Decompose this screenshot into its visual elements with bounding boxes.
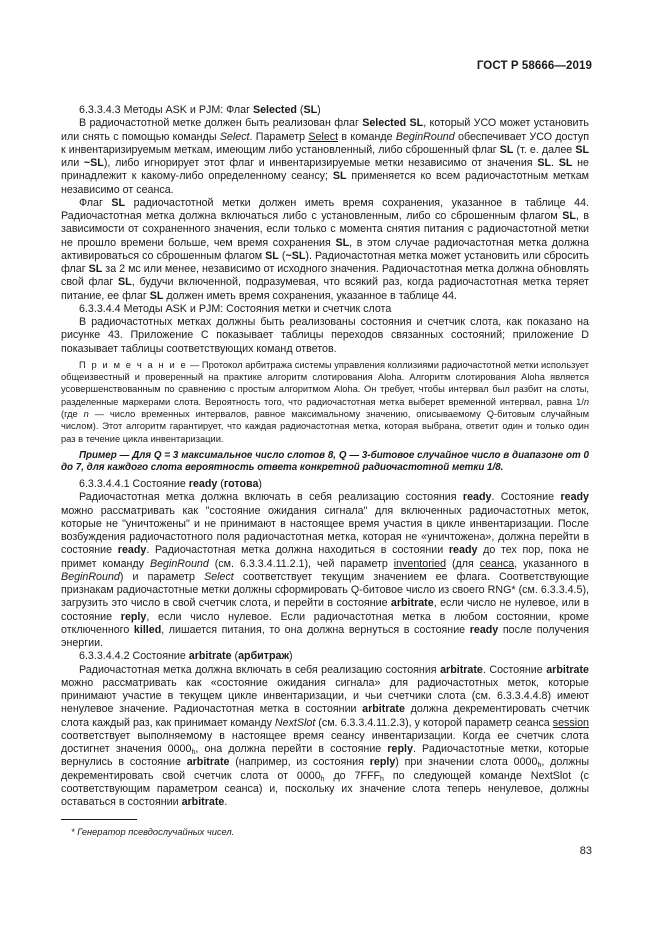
heading-6-3-3-4-4-2: 6.3.3.4.4.2 Состояние arbitrate (арбитраж) xyxy=(79,650,293,663)
heading-6-3-3-4-4-1: 6.3.3.4.4.1 Состояние ready (готова) xyxy=(79,478,262,491)
heading-6-3-3-4-4: 6.3.3.4.4 Методы ASK и PJM: Состояния метки и счетчик слота xyxy=(79,302,392,315)
heading-6-3-3-4-3: 6.3.3.4.3 Методы ASK и PJM: Флаг Selected (SL) xyxy=(79,104,321,116)
paragraph-arbitrate-state: Радиочастотная метка должна включать в себя реализацию состояния arbitrate. Состояние arbitrate можно рассматривать как «состояние ожидания сигнала» для радиочастотных меток, которые принимают участие в текущем цикле инвентаризации, и чьи счетчики слота (см. 6.3.3.4.4.8) имеют ненулевое значение. Радиочастотная метка в состоянии arbitrate должна декрементировать счетчик слота каждый раз, как принимает команду NextSlot (см. 6.3.3.4.11.2.3), у которой параметр сеанса session соответствует выполняемому в настоящее время сеансу инвентаризации. Когда ее счетчик слота достигнет значения $0000_h$, она должна перейти в состояние reply. Радиочастотные метки, которые вернулись в состояние arbitrate (например, из состояния reply) при значении слота $0000_h$, должны декрементировать свой счетчик слота от $0000_h$ до $7FFF_h$ по следующей команде NextSlot (с соответствующим параметром сеанса) и, поскольку их значение слота теперь ненулевое, должны оставаться в состоянии arbitrate. xyxy=(61,663,590,809)
paragraph-states-intro: В радиочастотных метках должны быть реализованы состояния и счетчик слота, как показано на рисунке 43. Приложение C показывает таблицы переходов связанных состояний; приложение D показывает таблицы соответствующих команд ответов. xyxy=(61,316,589,355)
paragraph-sl-flag-intro: В радиочастотной метке должен быть реализован флаг Selected SL, который УСО может установить или снять с помощью команды Select. Параметр Select в команде BeginRound обеспечивает УСО доступ к инвентаризируемым меткам, имеющим либо установленный, либо сброшенный флаг SL (т. е. далее SL или ~SL), либо игнорирует этот флаг и инвентаризируемые метки независимо от значения SL. SL не принадлежит к какому-либо определенному сеансу; SL применяется ко всем радиочастотным меткам независимо от сеанса. xyxy=(61,117,589,196)
footnote: * Генератор псевдослучайных чисел. xyxy=(71,827,235,837)
paragraph-ready-state: Радиочастотная метка должна включать в себя реализацию состояния ready. Состояние ready можно рассматривать как "состояние ожидания сигнала" для включенных радиочастотных меток, которые не "уничтожены" и не принимают в настоящее время участия в цикле инвентаризации. После возбуждения радиочастотного поля радиочастотная метка, которая не «уничтожена», должна перейти в состояние ready. Радиочастотная метка должна находиться в состоянии ready до тех пор, пока не примет команду BeginRound (см. 6.3.3.4.11.2.1), чей параметр inventoried (для сеанса, указанного в BeginRound) и параметр Select соответствует текущим значением ее флага. Соответствующие признакам радиочастотные метки должны сформировать Q-битовое число из своего RNG* (см. 6.3.3.4.5), загрузить это число в свой счетчик слота, и перейти в состояние arbitrate, если число не нулевое, или в состояние reply, если число нулевое. Если радиочастотная метка в любом состоянии, кроме отключенного killed, лишается питания, то она должна вернуться в состояние ready после получения энергии. xyxy=(61,491,589,650)
standard-designation: ГОСТ Р 58666—2019 xyxy=(476,60,592,72)
note-label: П р и м е ч а н и е xyxy=(79,359,188,370)
note-aloha: П р и м е ч а н и е — Протокол арбитража системы управления коллизиями радиочастотной метки использует общеизвестный и проверенный на практике алгоритм слотирования Aloha. Алгоритм слотирования Aloha является усовершенствованным по сравнению с простым алгоритмом Aloha. Он требует, чтобы интервал был разбит на слоты, разделенные маркерами слота. Вероятность того, что радиочастотная метка выберет временной интервал, равна 1/n (где n — число временных интервалов, равное максимальному значению, описываемому Q-битовым случайным числом). Этот алгоритм гарантирует, что каждая радиочастотная метка, которая выбрана, ответит один и только один раз в течение цикла инвентаризации. xyxy=(61,359,589,444)
page-number: 83 xyxy=(579,845,592,857)
footnote-separator xyxy=(61,819,137,820)
paragraph-sl-persistence: Флаг SL радиочастотной метки должен иметь время сохранения, указанное в таблице 44. Радиочастотная метка должна включаться либо с установленным, либо со сброшенным флагом SL, в зависимости от сохраненного значения, если только с момента снятия питания с радиочастотной метки не прошло времени больше, чем время сохранения SL, в этом случае радиочастотная метка должна активироваться со сброшенным флагом SL (~SL). Радиочастотная метка может установить или сбросить флаг SL за 2 мс или менее, независимо от исходного значения. Радиочастотная метка должна обновлять свой флаг SL, будучи включенной, подразумевая, что всякий раз, когда радиочастотная метка теряет питание, ее флаг SL должен иметь время сохранения, указанное в таблице 44. xyxy=(61,196,590,302)
page-body xyxy=(61,104,589,809)
example-q3: Пример — Для Q = 3 максимальное число слотов 8, Q — 3-битовое случайное число в диапазоне от 0 до 7, для каждого слота вероятность ответа конкретной радиочастотной метки 1/8. xyxy=(61,449,589,474)
